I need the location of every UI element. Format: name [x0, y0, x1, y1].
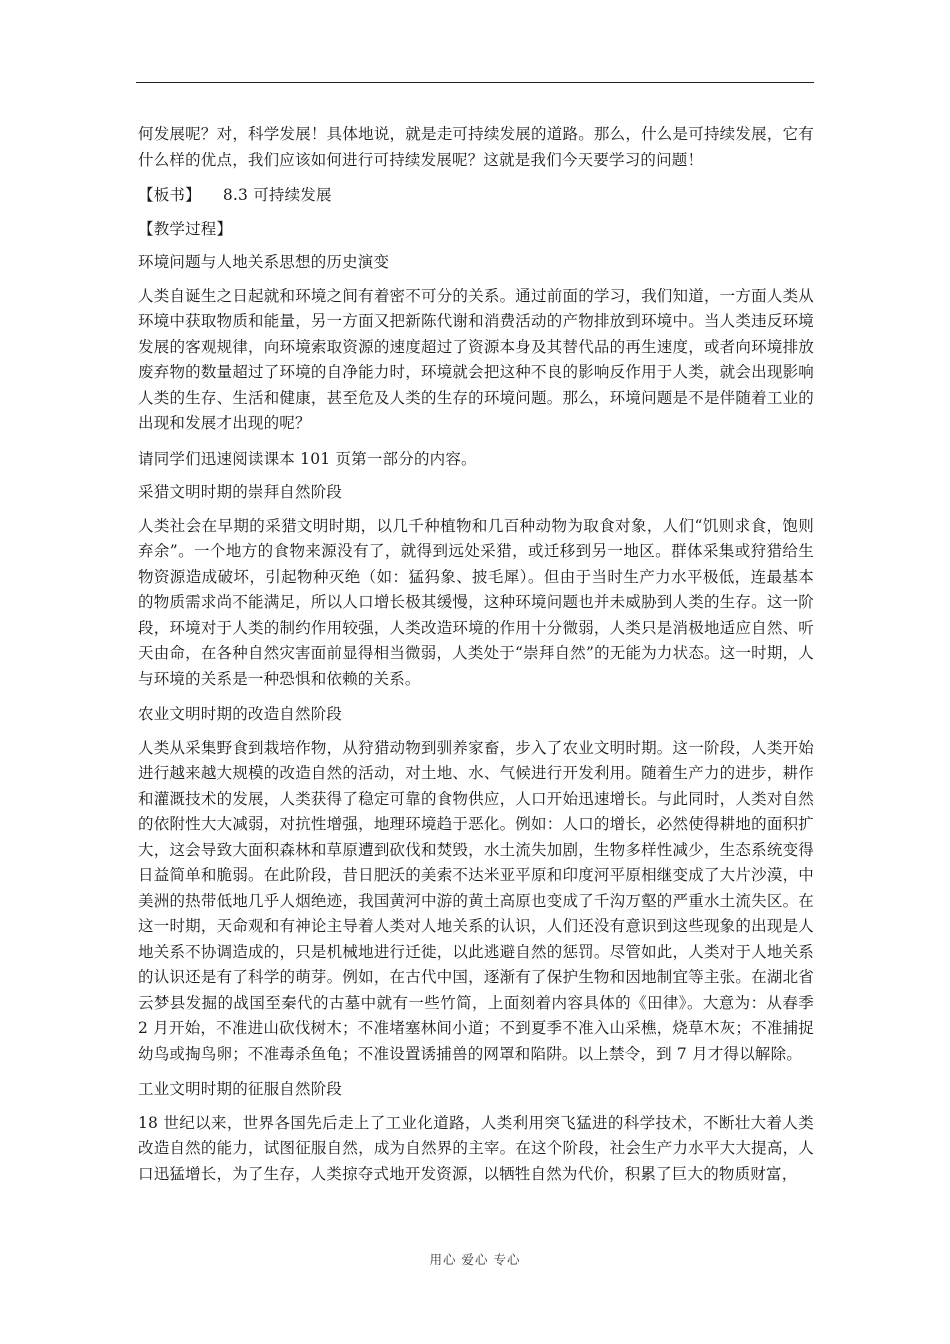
process-label: 【教学过程】 — [138, 219, 233, 238]
document-body — [138, 122, 814, 1197]
board-label: 【板书】 — [138, 186, 201, 204]
intro-paragraph: 何发展呢？对，科学发展！具体地说，就是走可持续发展的道路。那么，什么是可持续发展，它有什么样的优点，我们应该如何进行可持续发展呢？这就是我们今天要学习的问题！ — [138, 125, 814, 169]
page-footer: 用心 爱心 专心 — [429, 1252, 521, 1267]
reading-instruction: 请同学们迅速阅读课本 101 页第一部分的内容。 — [138, 449, 477, 468]
section-heading-agriculture: 农业文明时期的改造自然阶段 — [138, 705, 343, 723]
section-heading-industrial: 工业文明时期的征服自然阶段 — [138, 1080, 343, 1098]
industrial-paragraph: 18 世纪以来，世界各国先后走上了工业化道路，人类利用突飞猛进的科学技术，不断壮大着人类改造自然的能力，试图征服自然，成为自然界的主宰。在这个阶段，社会生产力水平大大提高，人口迅猛增长，为了生存，人类掠夺式地开发资源，以牺牲自然为代价，积累了巨大的物质财富， — [138, 1113, 814, 1183]
section-heading-hunting: 采猎文明时期的崇拜自然阶段 — [138, 483, 343, 501]
section-heading-history: 环境问题与人地关系思想的历史演变 — [138, 253, 390, 271]
board-title: 8.3 可持续发展 — [222, 186, 332, 204]
hunting-paragraph: 人类社会在早期的采猎文明时期，以几千种植物和几百种动物为取食对象，人们“饥则求食，饱则弃余”。一个地方的食物来源没有了，就得到远处采猎，或迁移到另一地区。群体采集或狩猎给生物资源造成破坏，引起物种灭绝（如：猛犸象、披毛犀）。但由于当时生产力水平极低，连最基本的物质需求尚不能满足，所以人口增长极其缓慢，这种环境问题也并未威胁到人类的生存。这一阶段，环境对于人类的制约作用较强，人类改造环境的作用十分微弱，人类只是消极地适应自然、听天由命，在各种自然灾害面前显得相当微弱，人类处于“崇拜自然”的无能为力状态。这一时期，人与环境的关系是一种恐惧和依赖的关系。 — [138, 516, 814, 688]
history-paragraph: 人类自诞生之日起就和环境之间有着密不可分的关系。通过前面的学习，我们知道，一方面人类从环境中获取物质和能量，另一方面又把新陈代谢和消费活动的产物排放到环境中。当人类违反环境发展的客观规律，向环境索取资源的速度超过了资源本身及其替代品的再生速度，或者向环境排放废弃物的数量超过了环境的自净能力时，环境就会把这种不良的影响反作用于人类，就会出现影响人类的生存、生活和健康，甚至危及人类的生存的环境问题。那么，环境问题是不是伴随着工业的出现和发展才出现的呢？ — [138, 286, 814, 432]
header-rule — [136, 82, 814, 83]
board-line — [138, 183, 814, 209]
agriculture-paragraph: 人类从采集野食到栽培作物，从狩猎动物到驯养家畜，步入了农业文明时期。这一阶段，人类开始进行越来越大规模的改造自然的活动，对土地、水、气候进行开发利用。随着生产力的进步，耕作和灌溉技术的发展，人类获得了稳定可靠的食物供应，人口开始迅速增长。与此同时，人类对自然的依附性大大减弱，对抗性增强，地理环境趋于恶化。例如：人口的增长，必然使得耕地的面积扩大，这会导致大面积森林和草原遭到砍伐和焚毁，水土流失加剧，生物多样性减少，生态系统变得日益简单和脆弱。在此阶段，昔日肥沃的美索不达米亚平原和印度河平原相继变成了大片沙漠，中美洲的热带低地几乎人烟绝迹，我国黄河中游的黄土高原也变成了千沟万壑的严重水土流失区。在这一时期，天命观和有神论主导着人类对人地关系的认识，人们还没有意识到这些现象的出现是人地关系不协调造成的，只是机械地进行迁徙，以此逃避自然的惩罚。尽管如此，人类对于人地关系的认识还是有了科学的萌芽。例如，在古代中国，逐渐有了保护生物和因地制宜等主张。在湖北省云梦县发掘的战国至秦代的古墓中就有一些竹简，上面刻着内容具体的《田律》。大意为：从春季 2 月开始，不准进山砍伐树木；不准堵塞林间小道；不到夏季不准入山采樵，烧草木灰；不准捕捉幼鸟或掏鸟卵；不准毒杀鱼龟；不准设置诱捕兽的网罩和陷阱。以上禁令，到 7 月才得以解除。 — [138, 738, 814, 1063]
